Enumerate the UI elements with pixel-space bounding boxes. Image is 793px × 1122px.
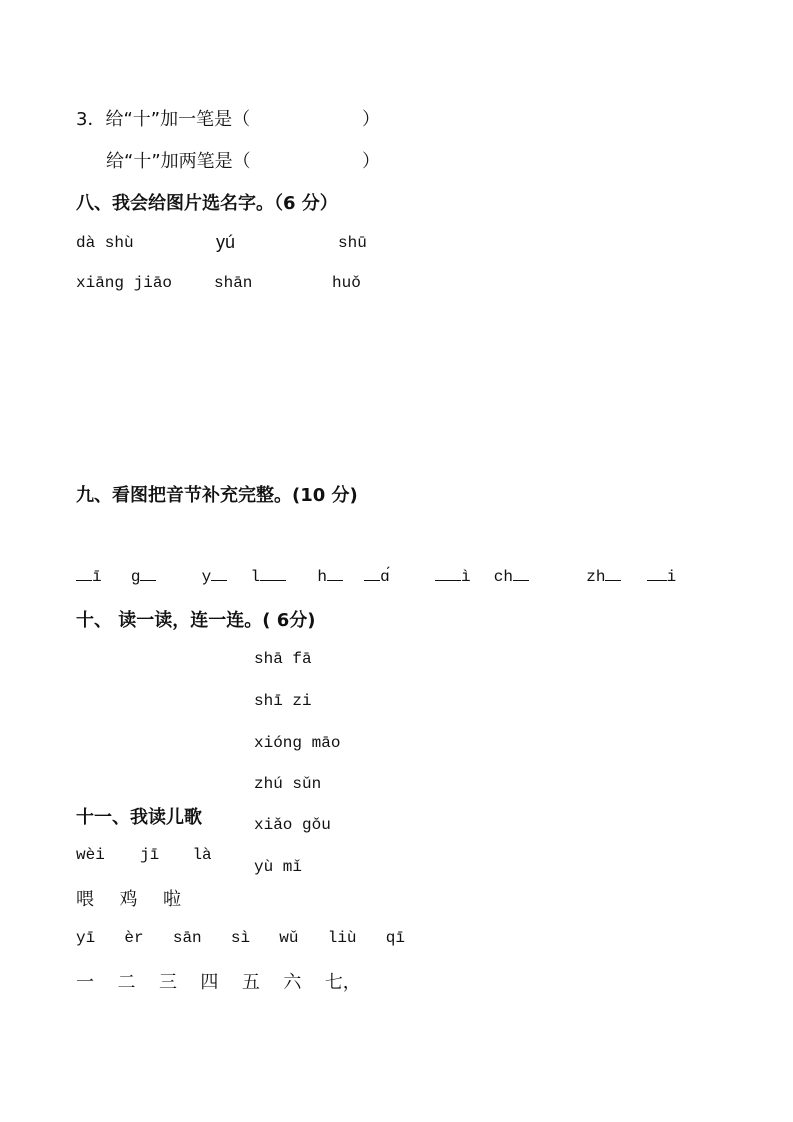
blank-4[interactable]	[260, 566, 286, 581]
section11-pinyin-row1: wèi jī là	[76, 846, 212, 864]
section8-pinyin-shan: shān	[214, 274, 253, 292]
blank-9[interactable]	[605, 566, 621, 581]
section8-pinyin-huo: huǒ	[332, 274, 361, 292]
section8-pinyin-yu: yú	[216, 232, 236, 252]
section9-title: 九、看图把音节补充完整。(10 分)	[76, 485, 358, 506]
blank-6[interactable]	[364, 566, 380, 581]
section10-pair-xiongmao[interactable]: xióng māo	[254, 734, 341, 752]
blank-5[interactable]	[327, 566, 343, 581]
blank-8[interactable]	[513, 566, 529, 581]
section10-title: 十、 读一读，连一连。( 6分)	[76, 610, 316, 631]
section8-pinyin-xiangjiao: xiāng jiāo	[76, 274, 173, 292]
section10-pair-xiaogou[interactable]: xiǎo gǒu	[254, 816, 331, 834]
section8-title: 八、我会给图片选名字。（6 分）	[76, 193, 338, 214]
q3-line1	[76, 105, 250, 131]
q3-line1-text: 3．给“十”加一笔是（	[76, 109, 251, 130]
blank-7[interactable]	[435, 566, 461, 581]
section11-hanzi-row1: 喂 鸡 啦	[76, 889, 181, 910]
blank-3[interactable]	[211, 566, 227, 581]
blank-1[interactable]	[76, 566, 92, 581]
blank-10[interactable]	[647, 566, 667, 581]
blank-2[interactable]	[140, 566, 156, 581]
section9-fill-row: ī g y l h ɑ́ ì ch zh i	[76, 566, 676, 586]
section11-pinyin-row2: yī èr sān sì wǔ liù qī	[76, 929, 405, 947]
section11-title: 十一、我读儿歌	[76, 807, 202, 828]
q3-line2: 给“十”加两笔是（	[106, 151, 251, 172]
section10-pair-shafa[interactable]: shā fā	[254, 650, 312, 668]
section8-pinyin-dashu: dà shù	[76, 234, 134, 252]
section10-pair-zhusun[interactable]: zhú sǔn	[254, 775, 322, 793]
q3-line2-close-paren: ）	[362, 151, 380, 172]
section10-pair-shizi[interactable]: shī zi	[254, 692, 312, 710]
section11-hanzi-row2: 一 二 三 四 五 六 七，	[76, 972, 361, 993]
section8-pinyin-shu: shū	[338, 234, 367, 252]
section10-pair-yumi[interactable]: yù mǐ	[254, 858, 303, 876]
q3-line1-close-paren: ）	[362, 109, 380, 130]
